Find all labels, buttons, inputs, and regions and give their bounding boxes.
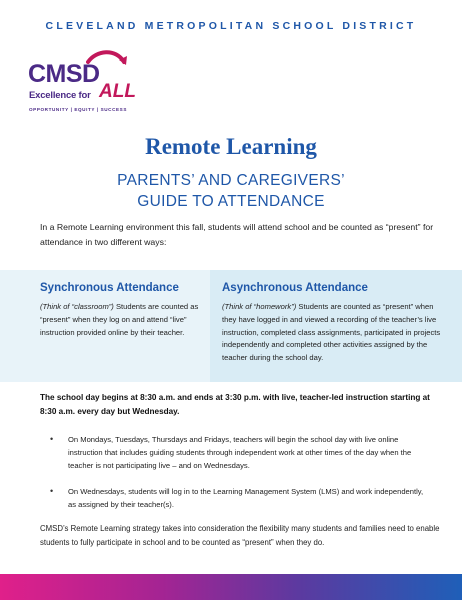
page-subtitle [0, 170, 462, 212]
school-day-paragraph: The school day begins at 8:30 a.m. and ends at 3:30 p.m. with live, teacher-led instruction starting at 8:30 a.m. every day but Wednesday. [40, 393, 430, 416]
synchronous-think: (Think of “classroom”) [40, 302, 114, 311]
logo-tagline: OPPORTUNITY | EQUITY | SUCCESS [29, 107, 127, 112]
gradient-footer-bar [0, 574, 462, 600]
list-item [50, 433, 430, 472]
logo-all-text: ALL [99, 81, 136, 102]
synchronous-body [40, 301, 200, 339]
asynchronous-panel [222, 282, 442, 365]
subtitle-line-1: PARENTS’ AND CAREGIVERS’ [117, 172, 345, 189]
synchronous-heading: Synchronous Attendance [40, 282, 179, 294]
asynchronous-heading: Asynchronous Attendance [222, 282, 368, 294]
asynchronous-body [222, 301, 442, 365]
cmsd-logo [28, 48, 148, 120]
closing-paragraph: CMSD’s Remote Learning strategy takes into consideration the flexibility many students and families need to enable students to fully participate in school and to be counted as “present” when they do. [40, 524, 440, 547]
list-item-text: On Mondays, Tuesdays, Thursdays and Fridays, teachers will begin the school day with live online instruction that includes guiding students through independent work at other times of the day when the teacher is not participating live – and on Wednesdays. [68, 435, 412, 470]
district-name: CLEVELAND METROPOLITAN SCHOOL DISTRICT [45, 20, 417, 32]
asynchronous-text: Students are counted as “present” when they have logged in and viewed a recording of the teacher’s live instruction, completed class assignments, participated in projects independently and completed other activities assigned by the teacher during the school day. [222, 302, 441, 363]
subtitle-line-2: GUIDE TO ATTENDANCE [137, 193, 325, 210]
bullet-icon: • [50, 486, 54, 496]
logo-excellence-text: Excellence for [29, 90, 91, 101]
synchronous-text: Students are counted as “present” when they log on and attend “live” instruction provided online by their teacher. [40, 302, 199, 337]
logo-acronym: CMSD [28, 60, 100, 88]
synchronous-panel [40, 282, 200, 339]
asynchronous-think: (Think of “homework”) [222, 302, 297, 311]
bullet-icon: • [50, 434, 54, 444]
intro-paragraph: In a Remote Learning environment this fall, students will attend school and be counted as “present” for attendance in two different ways: [40, 222, 434, 247]
schedule-list [50, 433, 430, 524]
page-title: Remote Learning [145, 134, 317, 159]
list-item [50, 485, 430, 511]
list-item-text: On Wednesdays, students will log in to the Learning Management System (LMS) and work independently, as assigned by their teacher(s). [68, 487, 424, 509]
